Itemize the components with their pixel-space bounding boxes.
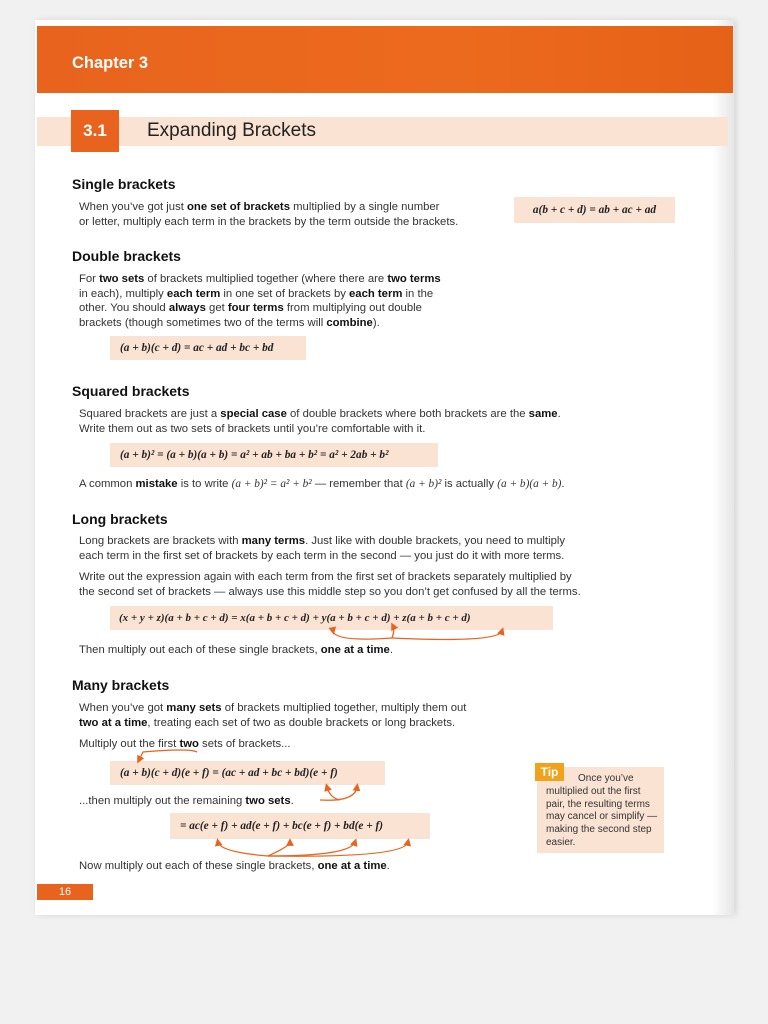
page-edge-shadow (712, 20, 734, 915)
heading-long-brackets: Long brackets (72, 511, 168, 527)
many-brackets-formula-2: = ac(e + f) + ad(e + f) + bc(e + f) + bd(e + f) (170, 813, 430, 839)
long-brackets-text-2: Write out the expression again with each term from the first set of brackets separately multiplied by the second set of brackets — always use this middle step so you don’t get confused by all the terms. (79, 571, 581, 598)
single-brackets-formula: a(b + c + d) = ab + ac + ad (514, 197, 675, 223)
squared-brackets-formula: (a + b)² = (a + b)(a + b) = a² + ab + ba + b² = a² + 2ab + b² (110, 443, 438, 467)
squared-brackets-text: Squared brackets are just a special case of double brackets where both brackets are the same. Write them out as two sets of brackets until you’re comfortable with it. (79, 408, 561, 435)
tip-text: Once you’ve multiplied out the first pair, the resulting terms may cancel or simplify — making the second step easier. (546, 773, 658, 848)
section-band (37, 117, 728, 146)
double-brackets-formula: (a + b)(c + d) = ac + ad + bc + bd (110, 336, 306, 360)
single-brackets-text: When you’ve got just one set of brackets multiplied by a single number or letter, multiply each term in the brackets by the term outside the brackets. (79, 201, 459, 228)
many-brackets-formula-1: (a + b)(c + d)(e + f) = (ac + ad + bc + bd)(e + f) (110, 761, 385, 785)
many-brackets-text-4: Now multiply out each of these single brackets, one at a time. (79, 860, 390, 872)
tip-label: Tip (535, 763, 564, 781)
many-brackets-text-3: ...then multiply out the remaining two sets. (79, 795, 294, 807)
long-brackets-formula: (x + y + z)(a + b + c + d) = x(a + b + c + d) + y(a + b + c + d) + z(a + b + c + d) (110, 606, 553, 630)
heading-double-brackets: Double brackets (72, 248, 181, 264)
double-brackets-text: For two sets of brackets multiplied together (where there are two terms in each), multiply each term in one set of brackets by each term in the other. You should always get four terms from multiplying out double brackets (though sometimes two of the terms will combine). (79, 273, 441, 329)
common-mistake-text: A common mistake is to write (a + b)² = a² + b² — remember that (a + b)² is actually (a + b)(a + b). (79, 478, 565, 490)
page-number: 16 (37, 884, 93, 900)
section-title: Expanding Brackets (147, 120, 316, 141)
chapter-title: Chapter 3 (72, 54, 149, 72)
long-brackets-text-1: Long brackets are brackets with many terms. Just like with double brackets, you need to multiply each term in the first set of brackets by each term in the second — you just do it with more terms. (79, 535, 566, 562)
section-number: 3.1 (71, 110, 119, 152)
many-brackets-text-2: Multiply out the first two sets of brackets... (79, 738, 291, 750)
heading-squared-brackets: Squared brackets (72, 383, 190, 399)
many-brackets-text-1: When you’ve got many sets of brackets multiplied together, multiply them out two at a time, treating each set of two as double brackets or long brackets. (79, 702, 467, 729)
heading-many-brackets: Many brackets (72, 677, 170, 693)
long-brackets-after-text: Then multiply out each of these single brackets, one at a time. (79, 644, 393, 656)
heading-single-brackets: Single brackets (72, 176, 176, 192)
